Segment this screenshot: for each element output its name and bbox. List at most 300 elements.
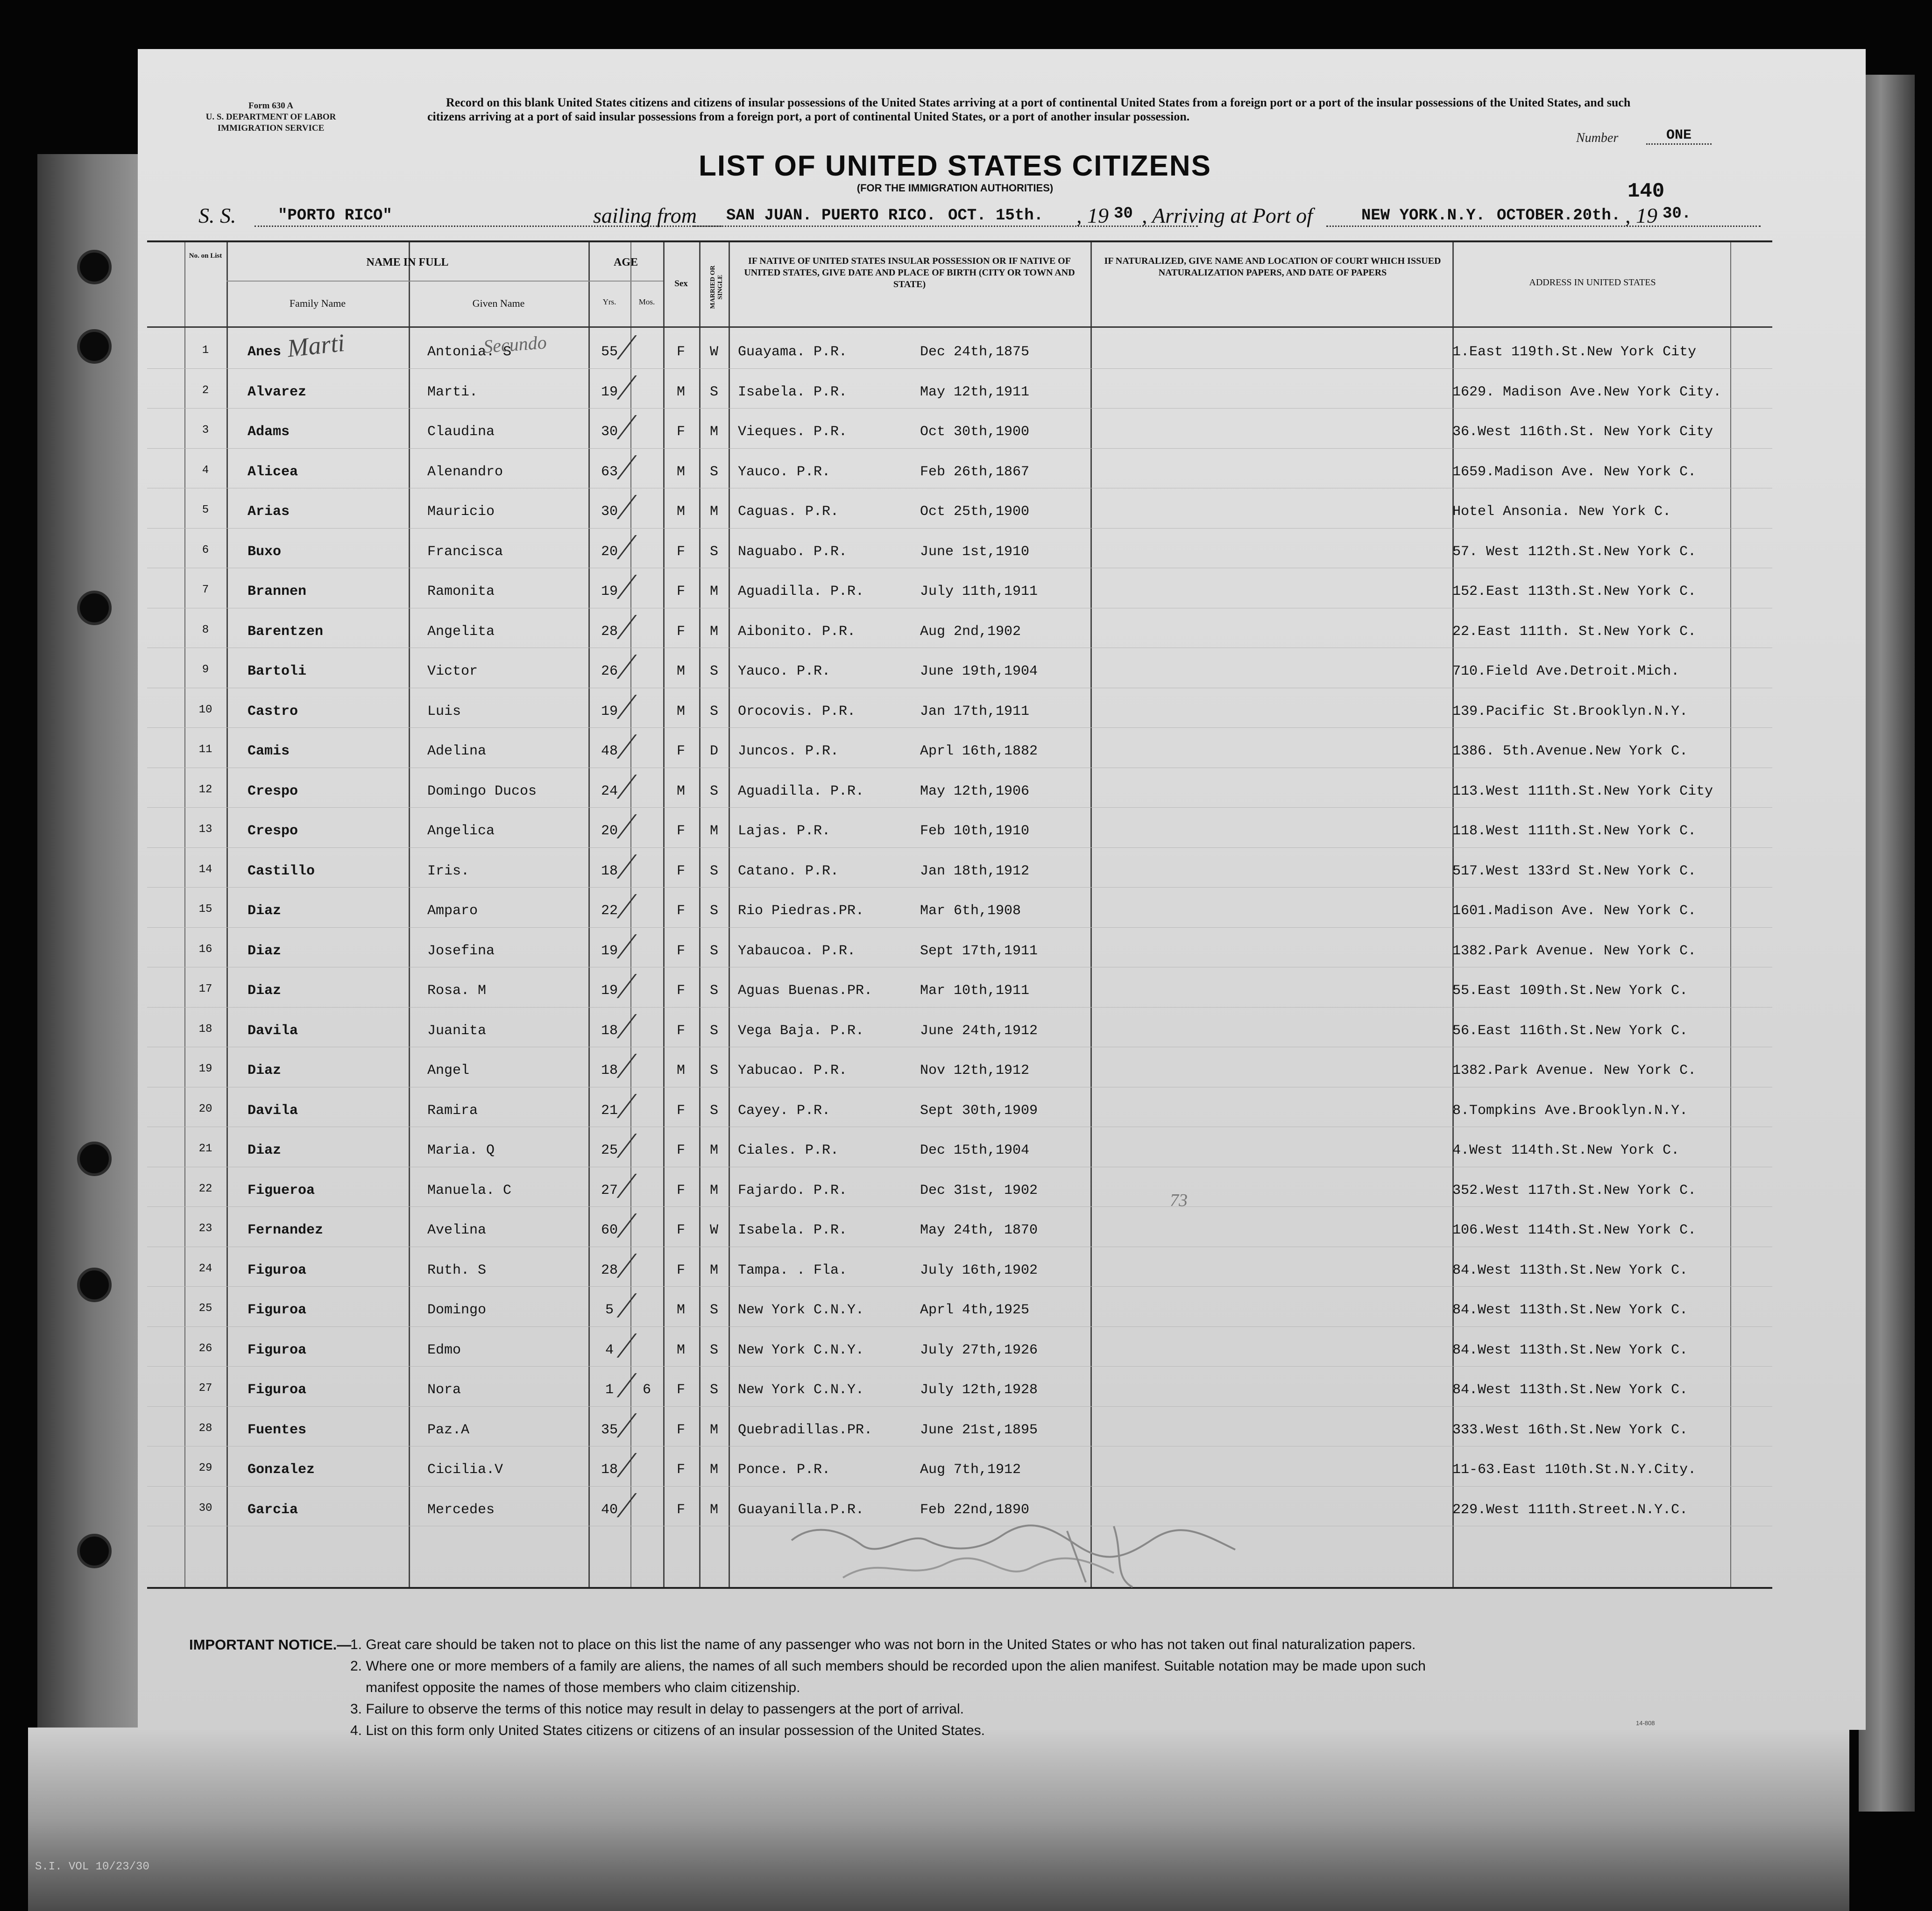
footer-code: 14-808 [1636, 1720, 1655, 1727]
arrival-year-prefix: , 19 [1625, 204, 1657, 227]
cell-ms: D [709, 743, 718, 759]
row-rule [147, 807, 1772, 808]
cell-place: Isabela. P.R. [738, 384, 848, 400]
cell-place: Isabela. P.R. [738, 1222, 848, 1238]
cell-sex: F [676, 1022, 685, 1039]
cell-given: Angel [427, 1063, 470, 1079]
check-mark-icon: ╱ [619, 656, 631, 678]
notice-item-2: 2. Where one or more members of a family are aliens, the names of all such members should be recorded upon the alien manifest. Suitable notation may be made upon such [350, 1658, 1426, 1674]
cell-ms: S [709, 464, 718, 480]
cell-address: 57. West 112th.St.New York C. [1452, 543, 1697, 560]
row-rule [147, 1326, 1772, 1327]
cell-sex: F [676, 584, 685, 599]
cell-place: Ponce. P.R. [738, 1462, 831, 1478]
cell-ms: S [709, 1102, 718, 1119]
cell-sex: M [676, 464, 685, 480]
cell-address: 333.West 16th.St.New York C. [1452, 1422, 1688, 1438]
back-sheet [1859, 75, 1915, 1812]
cell-no: 28 [198, 1422, 212, 1435]
cell-sex: F [676, 1142, 685, 1158]
cell-address: 84.West 113th.St.New York C. [1452, 1262, 1688, 1278]
cell-place: Guayanilla.P.R. [738, 1502, 864, 1518]
cell-place: Vieques. P.R. [738, 424, 848, 440]
handwritten-given-note: Secundo [482, 331, 547, 357]
col-rule [1090, 242, 1092, 1587]
cell-family: Alicea [248, 464, 298, 480]
cell-yrs: 18 [601, 1462, 618, 1478]
cell-place: Yabucao. P.R. [738, 1063, 848, 1079]
cell-no: 9 [202, 663, 209, 676]
cell-yrs: 28 [601, 623, 618, 640]
cell-place: Catano. P.R. [738, 863, 839, 879]
cell-address: 710.Field Ave.Detroit.Mich. [1452, 663, 1680, 679]
ship-name: "PORTO RICO" [278, 207, 392, 225]
cell-sex: F [676, 1422, 685, 1438]
cell-address: 4.West 114th.St.New York C. [1452, 1142, 1680, 1158]
cell-given: Antonia. S [427, 344, 512, 360]
cell-ms: S [709, 1302, 718, 1318]
notice-item-3: 3. Failure to observe the terms of this notice may result in delay to passengers at the port of arrival. [350, 1701, 964, 1717]
sailing-line [138, 203, 1772, 231]
cell-no: 5 [202, 504, 209, 516]
cell-no: 12 [198, 783, 212, 796]
cell-family: Fernandez [248, 1222, 324, 1238]
col-rule [729, 242, 730, 1587]
cell-given: Maria. Q [427, 1142, 495, 1158]
cell-ms: S [709, 903, 718, 919]
cell-ms: M [709, 823, 718, 839]
notice-item-2-cont: manifest opposite the names of those members who claim citizenship. [366, 1680, 800, 1695]
cell-ms: M [709, 1422, 718, 1438]
sailing-dotted-line [694, 226, 1198, 227]
cell-sex: F [676, 1462, 685, 1478]
cell-ms: S [709, 983, 718, 999]
col-header-family: Family Name [289, 297, 346, 309]
binder-hole [77, 591, 112, 625]
row-rule [147, 1366, 1772, 1367]
cell-yrs: 20 [601, 543, 618, 560]
passenger-table [147, 240, 1772, 1589]
cell-family: Diaz [248, 983, 282, 999]
cell-no: 19 [198, 1063, 212, 1075]
cell-no: 11 [198, 743, 212, 756]
cell-ms: W [709, 1222, 718, 1238]
cell-place: Fajardo. P.R. [738, 1182, 848, 1199]
page-number: 140 [1628, 180, 1665, 203]
cell-place: Naguabo. P.R. [738, 543, 848, 560]
cell-address: 1.East 119th.St.New York City [1452, 344, 1697, 360]
cell-family: Brannen [248, 584, 307, 599]
handwritten-signature [787, 1512, 1254, 1592]
cell-sex: F [676, 1382, 685, 1398]
cell-date: Feb 22nd,1890 [920, 1502, 1030, 1518]
cell-ms: M [709, 1182, 718, 1199]
cell-family: Adams [248, 424, 290, 440]
cell-sex: F [676, 943, 685, 959]
cell-no: 22 [198, 1182, 212, 1195]
col-header-naturalized: IF NATURALIZED, GIVE NAME AND LOCATION OF COURT WHICH ISSUED NATURALIZATION PAPERS, AND DATE OF PAPERS [1104, 256, 1441, 278]
cell-family: Arias [248, 504, 290, 520]
header-bottom-rule [147, 326, 1772, 328]
check-mark-icon: ╱ [619, 815, 631, 838]
cell-ms: S [709, 943, 718, 959]
cell-sex: F [676, 863, 685, 879]
cell-place: Rio Piedras.PR. [738, 903, 864, 919]
cell-place: Aguadilla. P.R. [738, 783, 864, 799]
cell-ms: S [709, 1342, 718, 1358]
arrival-port: NEW YORK.N.Y. [1361, 207, 1486, 225]
cell-yrs: 19 [601, 584, 618, 599]
cell-ms: S [709, 1063, 718, 1079]
col-header-marital: MARRIED OR SINGLE [709, 265, 724, 309]
cell-date: Nov 12th,1912 [920, 1063, 1030, 1079]
cell-family: Diaz [248, 1142, 282, 1158]
cell-no: 15 [198, 903, 212, 916]
cell-given: Alenandro [427, 464, 503, 480]
binder-hole [77, 1268, 112, 1302]
col-header-name: NAME IN FULL [366, 256, 449, 268]
cell-sex: F [676, 1182, 685, 1199]
cell-family: Davila [248, 1102, 298, 1119]
row-rule [147, 1007, 1772, 1008]
col-header-mos: Mos. [638, 297, 655, 306]
cell-yrs: 25 [601, 1142, 618, 1158]
cell-given: Luis [427, 703, 461, 719]
cell-place: Caguas. P.R. [738, 504, 839, 520]
cell-given: Claudina [427, 424, 495, 440]
cell-place: Aguadilla. P.R. [738, 584, 864, 599]
cell-yrs: 20 [601, 823, 618, 839]
cell-given: Cicilia.V [427, 1462, 503, 1478]
cell-address: 84.West 113th.St.New York C. [1452, 1302, 1688, 1318]
cell-no: 21 [198, 1142, 212, 1155]
cell-given: Francisca [427, 543, 503, 560]
cell-sex: F [676, 743, 685, 759]
cell-no: 25 [198, 1302, 212, 1315]
col-header-age: AGE [613, 256, 638, 268]
cell-address: 152.East 113th.St.New York C. [1452, 584, 1697, 599]
cell-family: Bartoli [248, 663, 307, 679]
cell-ms: M [709, 584, 718, 599]
cell-ms: S [709, 1382, 718, 1398]
record-instructions: Record on this blank United States citizens and citizens of insular possessions of the United States arriving at a port of continental United States from a foreign port or a port of the insular possessions of the United States, and such citizens arriving at a port of said insular possessions from a foreign port, a port of continental United States, or a port of another insular possession. [427, 96, 1631, 123]
header-rule [226, 281, 663, 282]
cell-yrs: 48 [601, 743, 618, 759]
cell-yrs: 19 [601, 943, 618, 959]
cell-address: 36.West 116th.St. New York City [1452, 424, 1713, 440]
cell-address: 1629. Madison Ave.New York City. [1452, 384, 1722, 400]
cell-sex: M [676, 1302, 685, 1318]
cell-family: Castro [248, 703, 298, 719]
cell-address: 84.West 113th.St.New York C. [1452, 1342, 1688, 1358]
cell-given: Domingo Ducos [427, 783, 537, 799]
cell-yrs: 21 [601, 1102, 618, 1119]
col-header-given: Given Name [472, 297, 525, 309]
col-header-sex: Sex [674, 279, 688, 289]
check-mark-icon: ╱ [619, 1055, 631, 1078]
cell-date: Mar 10th,1911 [920, 983, 1030, 999]
cell-ms: S [709, 663, 718, 679]
cell-sex: F [676, 823, 685, 839]
cell-address: 11-63.East 110th.St.N.Y.City. [1452, 1462, 1697, 1478]
cell-family: Diaz [248, 943, 282, 959]
cell-sex: F [676, 1102, 685, 1119]
cell-family: Fuentes [248, 1422, 307, 1438]
check-mark-icon: ╱ [619, 1214, 631, 1237]
cell-date: Oct 30th,1900 [920, 424, 1030, 440]
cell-yrs: 30 [601, 424, 618, 440]
row-rule [147, 448, 1772, 449]
cell-yrs: 19 [601, 384, 618, 400]
cell-yrs: 18 [601, 1022, 618, 1039]
cell-no: 7 [202, 584, 209, 596]
row-rule [147, 927, 1772, 928]
row-rule [147, 368, 1772, 369]
notice-item-1: 1. Great care should be taken not to place on this list the name of any passenger who was not born in the United States or who has not taken out final naturalization papers. [350, 1637, 1416, 1652]
cell-date: June 1st,1910 [920, 543, 1030, 560]
cell-ms: S [709, 384, 718, 400]
cell-address: 113.West 111th.St.New York City [1452, 783, 1713, 799]
binder-hole [77, 250, 112, 284]
cell-given: Marti. [427, 384, 478, 400]
cell-yrs: 24 [601, 783, 618, 799]
row-rule [147, 887, 1772, 888]
check-mark-icon: ╱ [619, 1334, 631, 1357]
cell-address: 118.West 111th.St.New York C. [1452, 823, 1697, 839]
cell-yrs: 5 [605, 1302, 614, 1318]
check-mark-icon: ╱ [619, 1414, 631, 1437]
check-mark-icon: ╱ [619, 1374, 631, 1397]
cell-sex: F [676, 903, 685, 919]
check-mark-icon: ╱ [619, 975, 631, 998]
cell-date: Jan 18th,1912 [920, 863, 1030, 879]
cell-date: Aprl 4th,1925 [920, 1302, 1030, 1318]
cell-given: Avelina [427, 1222, 487, 1238]
number-value: ONE [1646, 127, 1712, 145]
cell-date: Aug 7th,1912 [920, 1462, 1021, 1478]
col-header-no: No. on List [189, 252, 222, 260]
cell-date: July 27th,1926 [920, 1342, 1038, 1358]
cell-address: 1382.Park Avenue. New York C. [1452, 1063, 1697, 1079]
ss-label: S. S. [198, 204, 236, 227]
check-mark-icon: ╱ [619, 376, 631, 399]
cell-place: Ciales. P.R. [738, 1142, 839, 1158]
cell-given: Paz.A [427, 1422, 470, 1438]
check-mark-icon: ╱ [619, 1015, 631, 1038]
handwritten-family-note: Marti [286, 328, 346, 363]
cell-family: Diaz [248, 903, 282, 919]
check-mark-icon: ╱ [619, 1294, 631, 1317]
cell-yrs: 1 [605, 1382, 614, 1398]
cell-sex: F [676, 983, 685, 999]
cell-address: 56.East 116th.St.New York C. [1452, 1022, 1688, 1039]
row-rule [147, 1406, 1772, 1407]
bottom-stamp: S.I. VOL 10/23/30 [35, 1861, 149, 1873]
cell-yrs: 40 [601, 1502, 618, 1518]
cell-given: Josefina [427, 943, 495, 959]
cell-yrs: 19 [601, 983, 618, 999]
cell-yrs: 35 [601, 1422, 618, 1438]
back-sheet-left [37, 154, 149, 1858]
cell-yrs: 63 [601, 464, 618, 480]
cell-address: 55.East 109th.St.New York C. [1452, 983, 1688, 999]
cell-ms: M [709, 1502, 718, 1518]
cell-address: 229.West 111th.Street.N.Y.C. [1452, 1502, 1688, 1518]
cell-date: May 12th,1906 [920, 783, 1030, 799]
cell-family: Figuroa [248, 1302, 307, 1318]
cell-family: Crespo [248, 783, 298, 799]
cell-date: July 12th,1928 [920, 1382, 1038, 1398]
arriving-label: , Arriving at Port of [1142, 204, 1313, 227]
cell-place: Guayama. P.R. [738, 344, 848, 360]
check-mark-icon: ╱ [619, 1174, 631, 1198]
check-mark-icon: ╱ [619, 496, 631, 519]
check-mark-icon: ╱ [619, 1254, 631, 1277]
cell-sex: F [676, 424, 685, 440]
cell-address: 1601.Madison Ave. New York C. [1452, 903, 1697, 919]
cell-ms: S [709, 1022, 718, 1039]
cell-no: 1 [202, 344, 209, 357]
cell-sex: F [676, 1222, 685, 1238]
cell-no: 14 [198, 863, 212, 876]
cell-family: Alvarez [248, 384, 307, 400]
cell-yrs: 19 [601, 703, 618, 719]
cell-date: June 24th,1912 [920, 1022, 1038, 1039]
col-rule [588, 242, 590, 1587]
cell-ms: M [709, 1262, 718, 1278]
cell-place: New York C.N.Y. [738, 1382, 864, 1398]
cell-date: Sept 30th,1909 [920, 1102, 1038, 1119]
handwritten-mark: 73 [1170, 1191, 1188, 1210]
cell-place: Yauco. P.R. [738, 464, 831, 480]
cell-sex: M [676, 504, 685, 520]
col-header-birth: IF NATIVE OF UNITED STATES INSULAR POSSESSION OR IF NATIVE OF UNITED STATES, GIVE DATE AND PLACE OF BIRTH (CITY OR TOWN AND STATE) [744, 256, 1075, 289]
cell-given: Adelina [427, 743, 487, 759]
col-rule [226, 242, 228, 1587]
check-mark-icon: ╱ [619, 895, 631, 918]
sailing-from: SAN JUAN. PUERTO RICO. [726, 207, 936, 225]
cell-address: 139.Pacific St.Brooklyn.N.Y. [1452, 703, 1688, 719]
cell-sex: F [676, 1262, 685, 1278]
cell-given: Ruth. S [427, 1262, 487, 1278]
row-rule [147, 727, 1772, 728]
notice-item-4: 4. List on this form only United States citizens or citizens of an insular possession of the United States. [350, 1723, 985, 1738]
cell-yrs: 18 [601, 1063, 618, 1079]
cell-date: Feb 26th,1867 [920, 464, 1030, 480]
cell-ms: M [709, 504, 718, 520]
binder-hole [77, 329, 112, 364]
cell-address: 1386. 5th.Avenue.New York C. [1452, 743, 1688, 759]
cell-date: Sept 17th,1911 [920, 943, 1038, 959]
row-rule [147, 528, 1772, 529]
cell-family: Figueroa [248, 1182, 315, 1199]
cell-date: Dec 24th,1875 [920, 344, 1030, 360]
row-rule [147, 1206, 1772, 1207]
cell-place: Quebradillas.PR. [738, 1422, 873, 1438]
cell-address: 84.West 113th.St.New York C. [1452, 1382, 1688, 1398]
manifest-page [138, 49, 1866, 1738]
cell-place: Aguas Buenas.PR. [738, 983, 873, 999]
notice-label [189, 1634, 351, 1656]
cell-no: 18 [198, 1022, 212, 1036]
col-rule [409, 242, 410, 1587]
cell-ms: M [709, 1462, 718, 1478]
check-mark-icon: ╱ [619, 536, 631, 559]
cell-family: Anes [248, 344, 282, 360]
cell-no: 17 [198, 983, 212, 995]
cell-family: Figuroa [248, 1262, 307, 1278]
check-mark-icon: ╱ [619, 1454, 631, 1477]
check-mark-icon: ╱ [619, 695, 631, 719]
cell-address: 352.West 117th.St.New York C. [1452, 1182, 1697, 1199]
cell-date: May 24th, 1870 [920, 1222, 1038, 1238]
binder-hole [77, 1534, 112, 1568]
cell-given: Angelica [427, 823, 495, 839]
cell-date: Dec 31st, 1902 [920, 1182, 1038, 1199]
cell-date: May 12th,1911 [920, 384, 1030, 400]
cell-given: Ramonita [427, 584, 495, 599]
cell-yrs: 18 [601, 863, 618, 879]
col-header-yrs: Yrs. [602, 297, 616, 306]
cell-given: Amparo [427, 903, 478, 919]
cell-address: 517.West 133rd St.New York C. [1452, 863, 1697, 879]
cell-no: 16 [198, 943, 212, 956]
arrival-dotted-line [1326, 226, 1761, 227]
cell-ms: M [709, 1142, 718, 1158]
form-no-text: Form 630 A [248, 101, 294, 111]
check-mark-icon: ╱ [619, 775, 631, 798]
number-label: Number [1576, 131, 1619, 145]
sail-year: 30 [1114, 205, 1133, 223]
check-mark-icon: ╱ [619, 1094, 631, 1118]
cell-yrs: 26 [601, 663, 618, 679]
service-text: IMMIGRATION SERVICE [217, 123, 325, 133]
cell-no: 26 [198, 1342, 212, 1355]
cell-family: Figuroa [248, 1342, 307, 1358]
cell-sex: F [676, 1502, 685, 1518]
check-mark-icon: ╱ [619, 735, 631, 758]
row-rule [147, 1286, 1772, 1287]
cell-place: Juncos. P.R. [738, 743, 839, 759]
cell-sex: F [676, 623, 685, 640]
row-rule [147, 408, 1772, 409]
col-header-address: ADDRESS IN UNITED STATES [1529, 277, 1656, 288]
cell-place: Orocovis. P.R. [738, 703, 856, 719]
cell-no: 27 [198, 1382, 212, 1395]
cell-given: Rosa. M [427, 983, 487, 999]
cell-date: July 11th,1911 [920, 584, 1038, 599]
cell-given: Mauricio [427, 504, 495, 520]
sail-date: OCT. 15th. [948, 207, 1044, 225]
cell-date: June 21st,1895 [920, 1422, 1038, 1438]
cell-address: 1659.Madison Ave. New York C. [1452, 464, 1697, 480]
cell-yrs: 30 [601, 504, 618, 520]
cell-no: 24 [198, 1262, 212, 1275]
cell-given: Edmo [427, 1342, 461, 1358]
cell-place: New York C.N.Y. [738, 1342, 864, 1358]
cell-no: 23 [198, 1222, 212, 1235]
row-rule [147, 1486, 1772, 1487]
cell-sex: M [676, 703, 685, 719]
cell-place: Aibonito. P.R. [738, 623, 856, 640]
arrival-year: 30. [1663, 205, 1691, 223]
cell-given: Ramira [427, 1102, 478, 1119]
cell-date: Jan 17th,1911 [920, 703, 1030, 719]
cell-ms: S [709, 783, 718, 799]
cell-no: 8 [202, 623, 209, 636]
cell-place: Tampa. . Fla. [738, 1262, 848, 1278]
cell-given: Juanita [427, 1022, 487, 1039]
